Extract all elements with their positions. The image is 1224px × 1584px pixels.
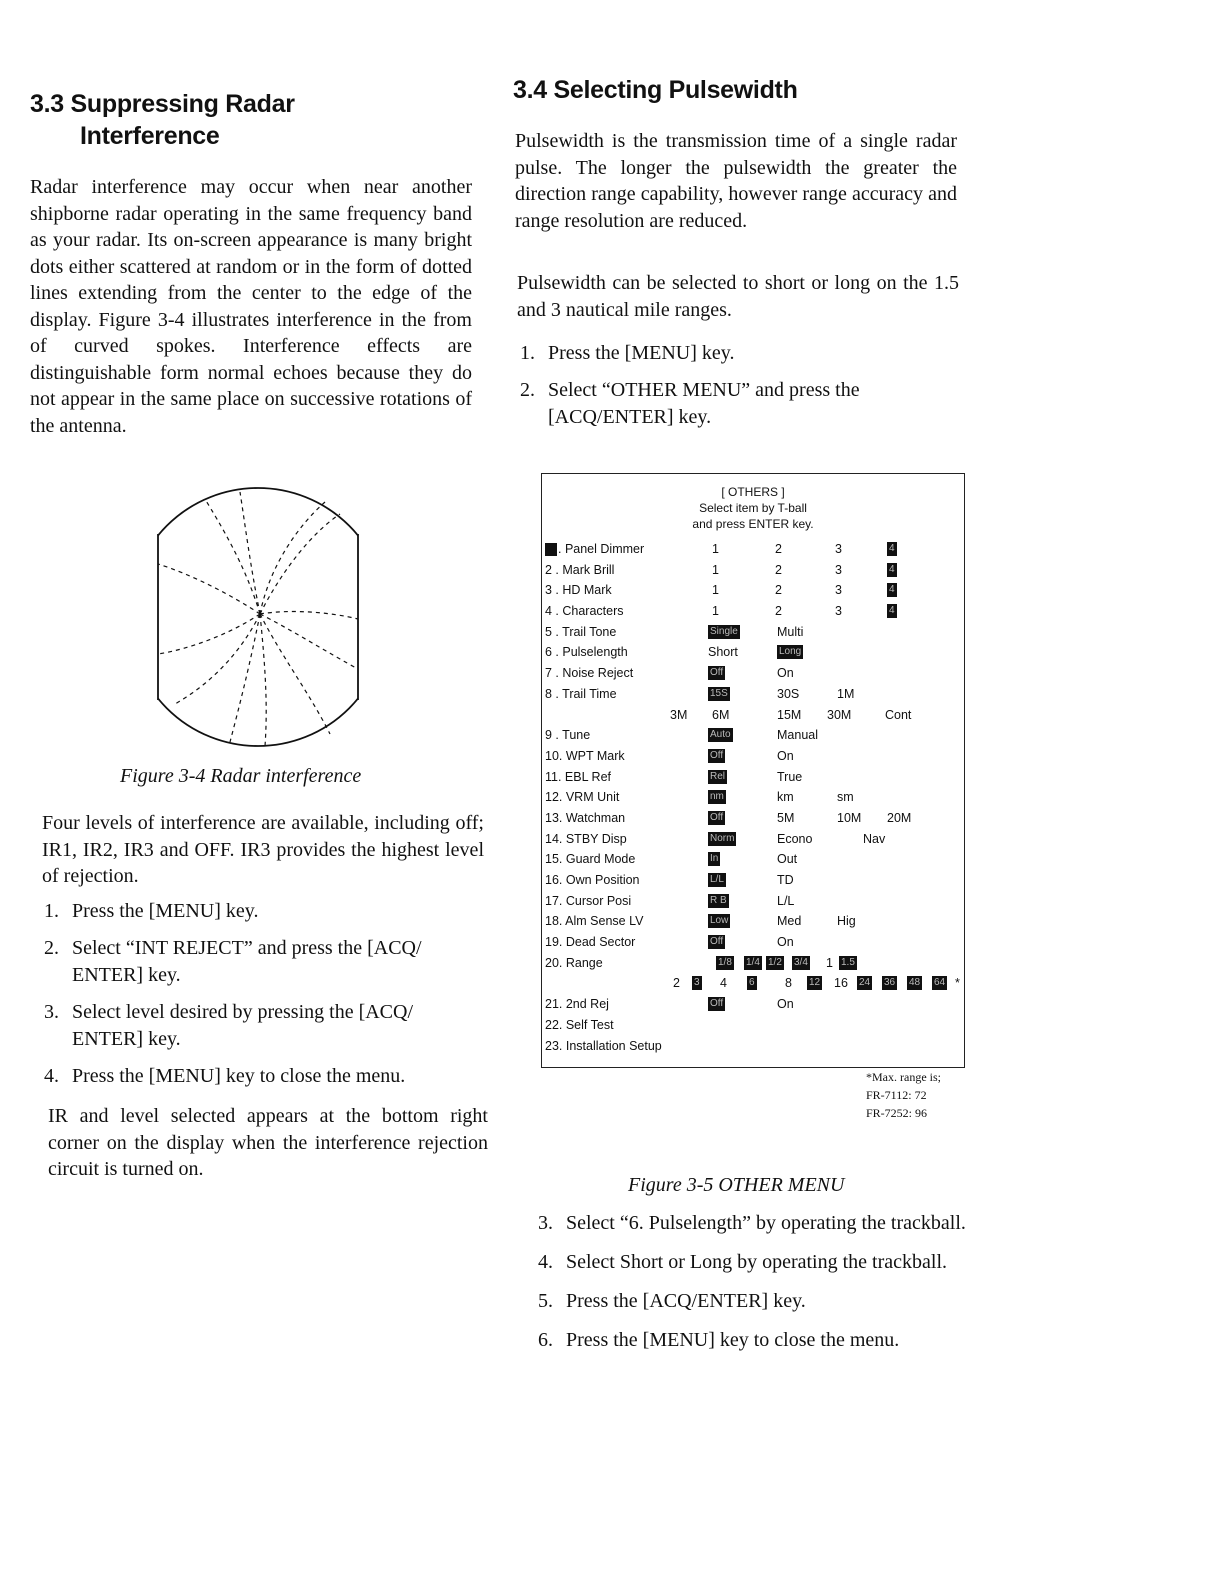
menu-option-selected[interactable]: 4 <box>889 543 895 554</box>
menu-item-label <box>545 583 612 597</box>
menu-option-selected[interactable]: Auto <box>710 729 731 741</box>
menu-item-text: 4 . Characters <box>545 604 624 619</box>
menu-option-selected[interactable]: Off <box>710 667 724 679</box>
menu-item-label <box>545 852 635 866</box>
menu-item-text: 22. Self Test <box>545 1017 614 1032</box>
menu-option[interactable]: 2 <box>775 562 782 577</box>
menu-item-text: 18. Alm Sense LV <box>545 914 644 929</box>
step-number: 3. <box>44 1001 59 1023</box>
menu-option-selected[interactable]: Long <box>779 646 802 658</box>
menu-option[interactable]: 1 <box>712 542 719 556</box>
menu-item-label <box>545 894 631 908</box>
step-text: Press the [ACQ/ENTER] key. <box>566 1290 806 1312</box>
menu-row[interactable] <box>545 830 964 851</box>
menu-option[interactable]: On <box>777 935 794 950</box>
step <box>44 999 486 1053</box>
heading-line: 3.3 Suppressing Radar <box>30 90 295 118</box>
menu-row[interactable] <box>545 706 964 727</box>
menu-item-text: 21. 2nd Rej <box>545 997 609 1012</box>
menu-item-text: 11. EBL Ref <box>545 769 612 784</box>
step <box>538 1288 978 1315</box>
step <box>44 898 486 925</box>
menu-option-selected[interactable]: nm <box>710 791 724 803</box>
menu-option[interactable]: TD <box>777 873 794 887</box>
menu-item-text: 14. STBY Disp <box>545 831 627 846</box>
step-number: 5. <box>538 1290 553 1312</box>
figure-3-5-caption: Figure 3-5 OTHER MENU <box>628 1174 845 1196</box>
step-text: Select level desired by pressing the [ACQ/ ENTER] key. <box>72 1001 414 1050</box>
step-number: 4. <box>538 1251 553 1273</box>
figure-3-4-caption: Figure 3-4 Radar interference <box>120 765 362 787</box>
menu-option[interactable]: 3 <box>835 562 842 577</box>
step-number: 6. <box>538 1329 553 1351</box>
menu-row[interactable] <box>545 664 964 685</box>
menu-item-text: 17. Cursor Posi <box>545 893 632 908</box>
step-number: 1. <box>44 900 59 922</box>
step <box>538 1210 978 1237</box>
menu-option-selected[interactable]: Low <box>710 915 729 927</box>
menu-option[interactable]: 2 <box>775 583 782 598</box>
step-text: Press the [MENU] key to close the menu. <box>566 1329 900 1351</box>
menu-item-label <box>545 770 611 784</box>
menu-item-text: 15. Guard Mode <box>545 852 636 867</box>
step-number: 2. <box>520 379 535 401</box>
step-number: 4. <box>44 1065 59 1087</box>
menu-option[interactable]: L/L <box>777 893 795 908</box>
int-reject-steps <box>44 898 486 1090</box>
menu-item-text: 3 . HD Mark <box>545 583 612 598</box>
menu-option[interactable]: On <box>777 666 794 681</box>
selected-item-marker <box>545 543 557 556</box>
menu-option-selected[interactable]: Off <box>710 811 724 823</box>
menu-option[interactable]: 20M <box>887 810 912 825</box>
menu-item-label <box>545 666 633 680</box>
menu-row[interactable] <box>545 561 964 582</box>
menu-option[interactable]: True <box>777 769 803 784</box>
menu-option[interactable]: 2 <box>775 604 782 619</box>
menu-item-text: 10. WPT Mark <box>545 748 625 763</box>
menu-option-selected[interactable]: 24 <box>859 977 871 989</box>
max-range-footnote <box>866 1068 941 1122</box>
menu-row[interactable] <box>545 871 964 892</box>
menu-option[interactable]: * <box>955 976 960 991</box>
menu-option[interactable]: sm <box>837 790 854 805</box>
menu-row[interactable] <box>545 768 964 789</box>
menu-option[interactable]: 3M <box>670 707 688 722</box>
menu-row[interactable] <box>545 581 964 602</box>
menu-item-text: 5 . Trail Tone <box>545 624 617 639</box>
display-outline <box>150 488 365 746</box>
menu-item-label <box>545 790 619 804</box>
menu-row[interactable] <box>545 912 964 933</box>
menu-item-text: 2 . Mark Brill <box>545 562 615 577</box>
step <box>520 340 960 367</box>
menu-option-selected[interactable]: 1.5 <box>841 956 855 968</box>
step-number: 2. <box>44 937 59 959</box>
menu-option[interactable]: Econo <box>777 831 813 846</box>
menu-item-text: 16. Own Position <box>545 873 640 887</box>
menu-row[interactable] <box>545 995 964 1016</box>
footnote-line: FR-7112: 72 <box>866 1088 927 1102</box>
menu-option[interactable]: Multi <box>777 624 804 639</box>
step-number: 1. <box>520 342 535 364</box>
menu-item-text: 19. Dead Sector <box>545 935 636 950</box>
menu-row[interactable] <box>545 643 964 664</box>
menu-option-selected[interactable]: In <box>710 853 719 865</box>
heading-line: Interference <box>80 122 220 150</box>
menu-option[interactable]: 1 <box>712 604 719 619</box>
menu-row[interactable] <box>545 954 964 975</box>
step <box>520 377 960 431</box>
menu-option[interactable]: 5M <box>777 810 795 825</box>
section-heading-3-3 <box>30 90 295 151</box>
interference-spokes <box>158 492 358 746</box>
menu-option[interactable]: 30M <box>827 707 852 722</box>
menu-item-text: . Panel Dimmer <box>558 542 645 556</box>
pulsewidth-range-paragraph: Pulsewidth can be selected to short or long on the 1.5 and 3 nautical mile ranges. <box>517 272 959 321</box>
step-text: Press the [MENU] key to close the menu. <box>72 1065 406 1087</box>
menu-item-label <box>545 956 603 970</box>
levels-paragraph: Four levels of interference are available, including off; IR1, IR2, IR3 and OFF. IR3 provides the highest level of rejection. <box>42 812 484 887</box>
menu-option[interactable]: 1 <box>712 562 719 577</box>
step-text: Select Short or Long by operating the trackball. <box>566 1251 948 1273</box>
menu-option[interactable]: 16 <box>834 976 848 991</box>
menu-option[interactable]: 10M <box>837 810 862 825</box>
menu-option-selected[interactable]: Rel <box>710 770 726 782</box>
menu-item-label <box>545 914 643 928</box>
menu-row[interactable] <box>545 602 964 623</box>
menu-option[interactable]: Cont <box>885 707 912 722</box>
others-menu-figure <box>541 473 965 1068</box>
step <box>538 1249 978 1276</box>
menu-option[interactable]: On <box>777 997 794 1012</box>
menu-option-selected[interactable]: Off <box>710 998 724 1010</box>
menu-item-text: 6 . Pulselength <box>545 645 628 660</box>
menu-item-label <box>545 811 625 825</box>
menu-option-selected[interactable]: 6 <box>749 977 755 989</box>
menu-item-text: 9 . Tune <box>545 728 591 743</box>
menu-item-label <box>545 728 590 742</box>
menu-item-label <box>545 1018 614 1032</box>
step-text: Press the [MENU] key. <box>548 342 735 364</box>
menu-row[interactable] <box>545 809 964 830</box>
menu-option[interactable]: 30S <box>777 686 800 701</box>
pulsewidth-paragraph: Pulsewidth is the transmission time of a single radar pulse. The longer the pulsewidth the greater the direction range capability, however range accuracy and range resolution are reduced. <box>515 130 957 232</box>
interference-paragraph: Radar interference may occur when near another shipborne radar operating in the same frequency band as your radar. Its on-screen appearance is many bright dots either scattered at random or in the form of dotted lines extending from the center to the edge of the display. Figure 3-4 illustrates interference in the from of curved spokes. Interference effects are distinguishable form normal echoes because they do not appear in the same place on successive rotations of the antenna. <box>30 176 472 437</box>
menu-item-text: 23. Installation Setup <box>545 1038 662 1053</box>
menu-option-selected[interactable]: Norm <box>710 832 735 844</box>
menu-row[interactable] <box>545 974 964 995</box>
menu-item-label <box>545 542 644 556</box>
menu-option-selected[interactable]: 4 <box>889 605 895 617</box>
menu-option-selected[interactable]: 3/4 <box>794 956 808 968</box>
menu-row[interactable] <box>545 540 964 561</box>
menu-option-selected[interactable]: 4 <box>889 584 895 596</box>
menu-title: [ OTHERS ] <box>721 485 785 499</box>
menu-option-selected[interactable]: 1/8 <box>718 956 732 968</box>
menu-option-selected[interactable]: Off <box>710 749 724 761</box>
menu-item-label <box>545 604 624 618</box>
menu-row[interactable] <box>545 726 964 747</box>
menu-option[interactable]: Nav <box>863 831 886 846</box>
menu-item-label <box>545 687 617 701</box>
menu-option[interactable]: 1 <box>712 583 719 598</box>
step-text: Select “6. Pulselength” by operating the trackball. <box>566 1212 966 1234</box>
menu-item-text: 20. Range <box>545 955 603 970</box>
pulsewidth-steps-a <box>520 340 960 431</box>
menu-option-selected[interactable]: Off <box>710 936 724 948</box>
menu-item-text: 13. Watchman <box>545 810 626 825</box>
menu-option-selected[interactable]: 12 <box>809 977 821 989</box>
menu-option[interactable]: 8 <box>785 976 792 991</box>
menu-option[interactable]: km <box>777 790 794 805</box>
menu-item-label <box>545 563 614 577</box>
menu-row[interactable] <box>545 623 964 644</box>
menu-item-label <box>545 997 609 1011</box>
menu-item-label <box>545 1039 662 1053</box>
menu-option[interactable]: 1M <box>837 686 855 701</box>
menu-item-text: 8 . Trail Time <box>545 686 617 701</box>
pulsewidth-steps-b <box>538 1210 978 1354</box>
menu-option[interactable]: Out <box>777 852 798 867</box>
menu-option[interactable]: 6M <box>712 707 730 722</box>
menu-option-selected[interactable]: 15S <box>710 687 728 699</box>
menu-option[interactable]: 4 <box>720 976 727 991</box>
menu-item-label <box>545 935 635 949</box>
menu-option-selected[interactable]: 1/2 <box>768 956 782 968</box>
menu-option[interactable]: Manual <box>777 728 818 743</box>
menu-option[interactable]: 2 <box>775 542 782 556</box>
menu-row[interactable] <box>545 933 964 954</box>
menu-option-selected[interactable]: R B <box>710 894 727 906</box>
menu-option-selected[interactable]: 36 <box>884 977 896 989</box>
radar-interference-figure <box>150 484 365 750</box>
ir-display-paragraph: IR and level selected appears at the bottom right corner on the display when the interference rejection circuit is turned on. <box>48 1105 488 1180</box>
menu-item-label <box>545 873 640 887</box>
menu-item-label <box>545 832 627 846</box>
menu-option[interactable]: 3 <box>835 604 842 619</box>
menu-option-selected[interactable]: 48 <box>909 977 921 989</box>
step-number: 3. <box>538 1212 553 1234</box>
menu-instruction: Select item by T-ball <box>699 501 807 515</box>
menu-option[interactable]: 3 <box>835 542 842 556</box>
menu-option[interactable]: 2 <box>673 976 680 991</box>
menu-row[interactable] <box>545 1037 964 1058</box>
step-text: Select “OTHER MENU” and press the [ACQ/ENTER] key. <box>548 379 860 428</box>
menu-item-label <box>545 625 616 639</box>
menu-item-label <box>545 645 628 659</box>
menu-option[interactable]: 15M <box>777 707 802 722</box>
menu-option[interactable]: Hig <box>837 914 856 929</box>
menu-option-selected[interactable]: 1/4 <box>746 956 760 968</box>
menu-option-selected[interactable]: 4 <box>889 563 895 575</box>
menu-row[interactable] <box>545 747 964 768</box>
menu-option[interactable]: 3 <box>835 583 842 598</box>
menu-row[interactable] <box>545 685 964 706</box>
footnote-line: FR-7252: 96 <box>866 1106 928 1120</box>
menu-option[interactable]: 1 <box>826 955 833 970</box>
menu-option[interactable]: Med <box>777 914 802 929</box>
menu-row[interactable] <box>545 1016 964 1037</box>
menu-option-selected[interactable]: 64 <box>934 977 946 989</box>
menu-item-text: 7 . Noise Reject <box>545 666 634 681</box>
menu-header <box>542 484 964 532</box>
step-text: Select “INT REJECT” and press the [ACQ/ ENTER] key. <box>72 937 422 986</box>
menu-row[interactable] <box>545 788 964 809</box>
section-heading-3-4: 3.4 Selecting Pulsewidth <box>513 76 798 104</box>
step-text: Press the [MENU] key. <box>72 900 259 922</box>
step <box>538 1327 978 1354</box>
menu-item-text: 12. VRM Unit <box>545 790 620 805</box>
footnote-line: *Max. range is; <box>866 1070 941 1084</box>
menu-row[interactable] <box>545 850 964 871</box>
menu-option-selected[interactable]: 3 <box>694 977 700 989</box>
step <box>44 1063 486 1090</box>
menu-instruction: and press ENTER key. <box>692 517 814 531</box>
menu-option[interactable]: Short <box>708 645 738 660</box>
menu-option-selected[interactable]: L/L <box>710 874 724 885</box>
menu-item-label <box>545 749 625 763</box>
menu-rows <box>545 540 964 1057</box>
menu-option-selected[interactable]: Single <box>710 625 738 637</box>
menu-option[interactable]: On <box>777 748 794 763</box>
step <box>44 935 486 989</box>
menu-row[interactable] <box>545 892 964 913</box>
